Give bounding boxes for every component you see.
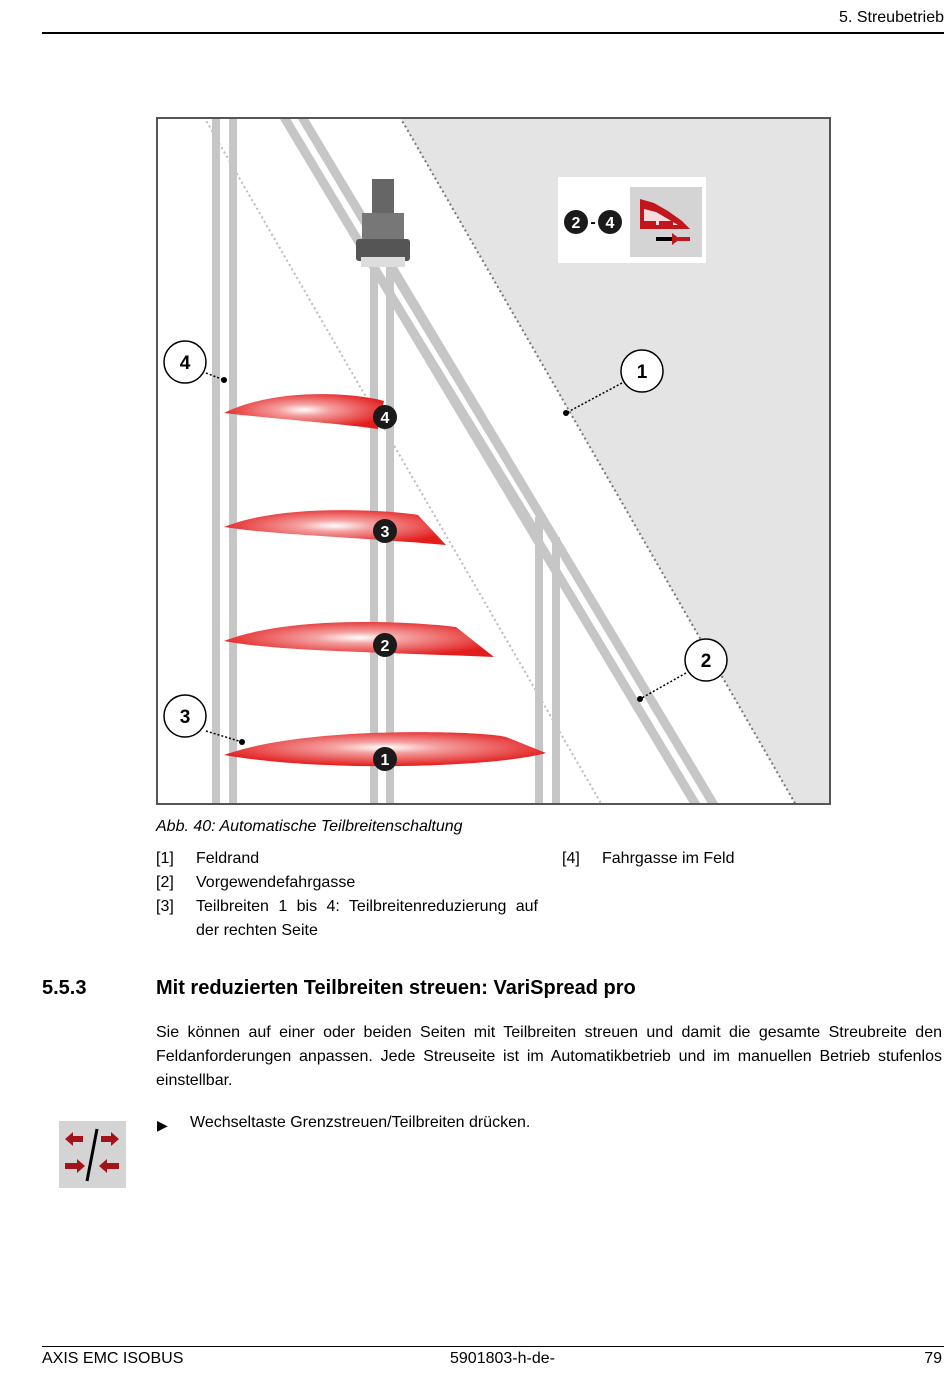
callout-dot-2 bbox=[637, 696, 643, 702]
section-marker-2 bbox=[373, 633, 397, 657]
svg-text:3: 3 bbox=[179, 707, 191, 728]
footer-docnumber: 5901803-h-de- bbox=[450, 1350, 555, 1367]
footer-rule bbox=[42, 1346, 944, 1347]
callout-2 bbox=[685, 639, 727, 681]
legend-text: Teilbreiten 1 bis 4: Teilbreitenreduzierung auf der rechten Seite bbox=[196, 898, 538, 939]
partial-width-diagram bbox=[156, 117, 831, 805]
svg-text:4: 4 bbox=[380, 410, 390, 427]
section-title: Mit reduzierten Teilbreiten streuen: VariSpread pro bbox=[156, 977, 636, 999]
legend-text: Fahrgasse im Feld bbox=[602, 850, 735, 867]
svg-text:2: 2 bbox=[380, 638, 390, 655]
instruction-arrow: ▶ bbox=[157, 1117, 168, 1133]
section-marker-3 bbox=[373, 519, 397, 543]
legend-number: [2] bbox=[156, 874, 174, 891]
inset-box bbox=[558, 177, 706, 263]
svg-text:2: 2 bbox=[700, 651, 712, 672]
figure-caption: Abb. 40: Automatische Teilbreitenschaltung bbox=[156, 818, 463, 835]
callout-4 bbox=[164, 341, 206, 383]
legend-number: [1] bbox=[156, 850, 174, 867]
partial-width-reduction-icon bbox=[630, 187, 702, 257]
svg-text:3: 3 bbox=[380, 524, 390, 541]
section-marker-4 bbox=[373, 405, 397, 429]
svg-text:1: 1 bbox=[380, 752, 390, 769]
figure bbox=[156, 117, 831, 805]
header-rule bbox=[42, 32, 944, 34]
svg-text:4: 4 bbox=[179, 353, 191, 374]
callout-3 bbox=[164, 695, 206, 737]
callout-dot-3 bbox=[239, 739, 245, 745]
instruction-text: Wechseltaste Grenzstreuen/Teilbreiten drücken. bbox=[190, 1114, 531, 1131]
legend-number: [3] bbox=[156, 898, 174, 915]
legend-text: Feldrand bbox=[196, 850, 260, 867]
svg-text:1: 1 bbox=[636, 362, 648, 383]
legend-number: [4] bbox=[562, 850, 580, 867]
section-marker-1 bbox=[373, 747, 397, 771]
svg-text:-: - bbox=[590, 214, 596, 231]
footer-product: AXIS EMC ISOBUS bbox=[42, 1350, 184, 1367]
boundary-partial-switch-icon bbox=[59, 1121, 126, 1188]
svg-text:4: 4 bbox=[605, 215, 615, 232]
section-number: 5.5.3 bbox=[42, 977, 87, 999]
header-chapter: 5. Streubetrieb bbox=[839, 9, 944, 26]
legend-text: Vorgewendefahrgasse bbox=[196, 874, 356, 891]
callout-dot-4 bbox=[221, 377, 227, 383]
svg-text:2: 2 bbox=[571, 215, 581, 232]
legend-item-3 bbox=[156, 895, 538, 943]
section-body: Sie können auf einer oder beiden Seiten mit Teilbreiten streuen und damit die gesamte Streubreite den Feldanforderungen anpassen. Jede Streuseite ist im Automatikbetrieb und im manuellen Betrieb stufenlos einstellbar. bbox=[156, 1024, 942, 1089]
callout-dot-1 bbox=[563, 410, 569, 416]
page-number: 79 bbox=[924, 1350, 942, 1367]
callout-1 bbox=[621, 350, 663, 392]
